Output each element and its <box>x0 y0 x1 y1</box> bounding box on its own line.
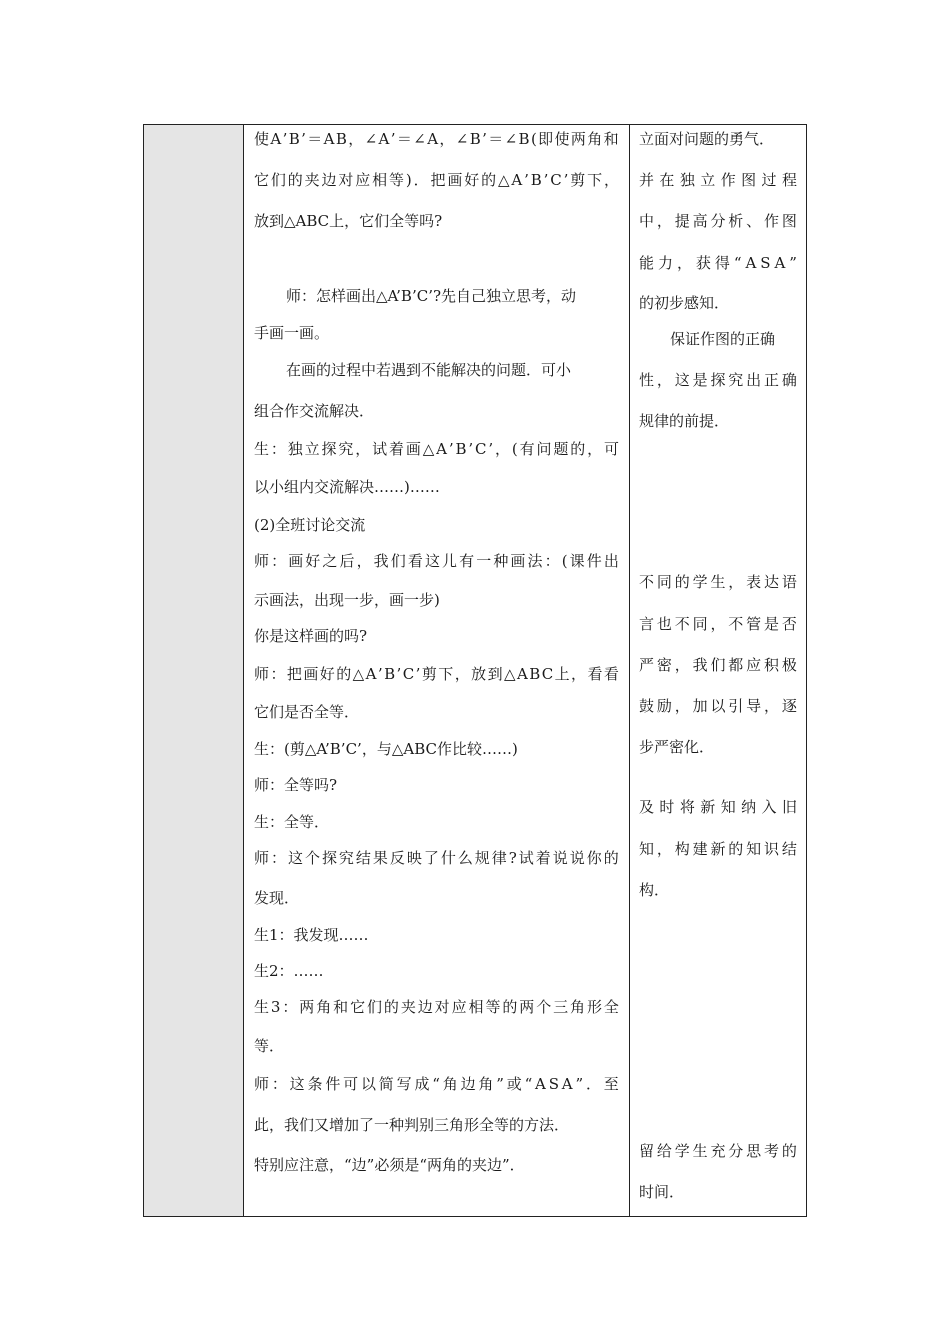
process-line-11: 师 ： 画 好 之 后 ， 我 们 看 这 儿 有 一 种 画 法 ： ( 课 件 出 <box>254 552 619 570</box>
process-line-17: 师：全等吗? <box>254 776 338 794</box>
intent-line-10: 言 也 不 同 ， 不 管 是 否 <box>639 615 797 633</box>
intent-line-18: 时间． <box>639 1183 685 1201</box>
lesson-plan-table <box>143 124 807 1217</box>
process-line-19: 师 ： 这 个 探 究 结 果 反 映 了 什 么 规 律 ? 试 着 说 说 你 的 <box>254 849 619 867</box>
section-label-column <box>144 125 244 1216</box>
process-line-21: 生1：我发现…… <box>254 926 369 944</box>
process-line-8: 生 ： 独 立 探 究 ， 试 着 画 △ A ’ B ’ C ’ ， ( 有 问 题 的 ， 可 <box>254 440 619 458</box>
design-intent-column <box>630 125 806 1216</box>
process-line-9: 以小组内交流解决……)…… <box>254 478 440 496</box>
intent-line-14: 及 时 将 新 知 纳 入 旧 <box>639 798 797 816</box>
intent-line-16: 构． <box>639 881 670 899</box>
intent-line-7: 性 ， 这 是 探 究 出 正 确 <box>639 371 797 389</box>
process-line-15: 它们是否全等． <box>254 703 360 721</box>
process-line-12: 示画法，出现一步，画一步) <box>254 591 440 609</box>
intent-line-11: 严 密 ， 我 们 都 应 积 极 <box>639 656 797 674</box>
intent-line-2: 并 在 独 立 作 图 过 程 <box>639 171 797 189</box>
process-line-23: 生 3 ： 两 角 和 它 们 的 夹 边 对 应 相 等 的 两 个 三 角 形 全 <box>254 998 619 1016</box>
process-line-6: 在画的过程中若遇到不能解决的问题．可小 <box>286 361 572 379</box>
process-line-26: 此，我们又增加了一种判别三角形全等的方法． <box>254 1116 570 1134</box>
process-line-22: 生2：…… <box>254 962 324 980</box>
intent-line-12: 鼓 励 ， 加 以 引 导 ， 逐 <box>639 697 797 715</box>
process-line-14: 师 ： 把 画 好 的 △ A ’ B ’ C ’ 剪 下 ， 放 到 △ A B C 上 ， 看 看 <box>254 665 619 683</box>
intent-line-13: 步严密化． <box>639 738 715 756</box>
process-line-18: 生：全等． <box>254 813 330 831</box>
process-line-4: 师：怎样画出△A’B’C’?先自己独立思考，动 <box>286 287 577 305</box>
process-line-5: 手画一画。 <box>254 324 330 342</box>
process-line-16: 生：(剪△A’B’C’，与△ABC作比较……) <box>254 740 518 758</box>
intent-line-4: 能 力 ， 获 得 “ A S A ” <box>639 254 797 272</box>
process-line-1: 使 A ’ B ’ ＝ A B ， ∠ A ’ ＝ ∠ A ， ∠ B ’ ＝ ∠ B ( 即 使 两 角 和 <box>254 130 619 148</box>
process-line-10: (2)全班讨论交流 <box>254 516 366 534</box>
intent-line-17: 留 给 学 生 充 分 思 考 的 <box>639 1142 797 1160</box>
process-line-2: 它 们 的 夹 边 对 应 相 等 ) ． 把 画 好 的 △ A ’ B ’ C ’ 剪 下 ， <box>254 171 619 189</box>
intent-line-6: 保证作图的正确 <box>670 330 776 348</box>
process-line-3: 放到△ABC上，它们全等吗? <box>254 212 443 230</box>
intent-line-5: 的初步感知． <box>639 294 730 312</box>
process-line-24: 等． <box>254 1037 285 1055</box>
intent-line-3: 中 ， 提 高 分 析 、 作 图 <box>639 212 797 230</box>
teaching-process-column <box>244 125 630 1216</box>
intent-line-1: 立面对问题的勇气． <box>639 130 775 148</box>
process-line-13: 你是这样画的吗? <box>254 627 368 645</box>
process-line-20: 发现． <box>254 889 300 907</box>
intent-line-9: 不 同 的 学 生 ， 表 达 语 <box>639 573 797 591</box>
process-line-25: 师 ： 这 条 件 可 以 简 写 成 “ 角 边 角 ” 或 “ A S A ” ． 至 <box>254 1075 619 1093</box>
process-line-27: 特别应注意，“边”必须是“两角的夹边”． <box>254 1156 525 1174</box>
intent-line-8: 规律的前提． <box>639 412 730 430</box>
process-line-7: 组合作交流解决． <box>254 402 375 420</box>
intent-line-15: 知 ， 构 建 新 的 知 识 结 <box>639 840 797 858</box>
